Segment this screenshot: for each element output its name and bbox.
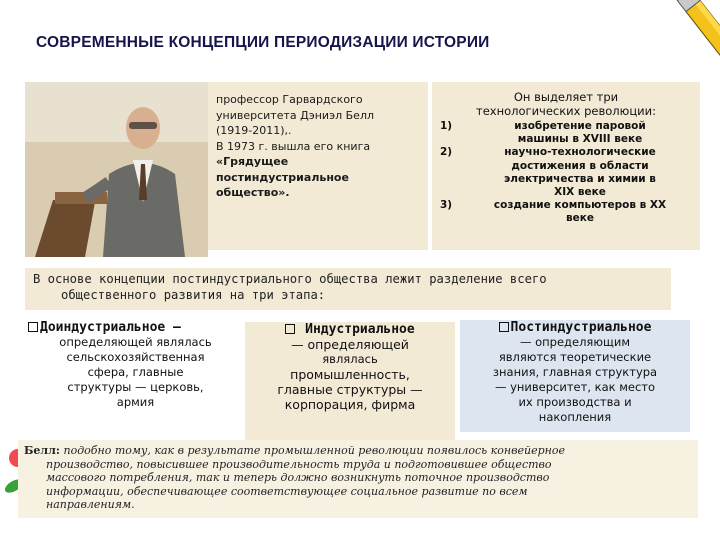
bio-line: (1919-2011),. bbox=[216, 124, 292, 137]
quote-label: Белл: bbox=[24, 444, 60, 457]
checkbox-bullet-icon bbox=[28, 322, 38, 332]
item-line: изобретение паровой bbox=[514, 120, 646, 132]
bio-line: В 1973 г. вышла его книга bbox=[216, 139, 371, 153]
item-line: научно-технологические bbox=[504, 146, 656, 159]
lecturer-illustration bbox=[25, 82, 208, 257]
item-line: создание компьютеров в XX bbox=[493, 199, 667, 212]
quote-line: производство, повысившее производительность труда и подготовившее общество bbox=[46, 457, 552, 471]
checkbox-bullet-icon bbox=[285, 324, 295, 334]
stage-heading bbox=[28, 320, 243, 335]
bio-line: университета Дэниэл Белл bbox=[216, 108, 375, 122]
stage-industrial bbox=[245, 322, 455, 440]
bio-line: «Грядущее bbox=[216, 155, 289, 168]
stage-line: промышленность, bbox=[290, 367, 410, 382]
stage-heading-text: Индустриальное bbox=[305, 322, 415, 337]
bio-text bbox=[208, 82, 428, 201]
bio-card bbox=[208, 82, 428, 250]
stage-line: их производства и bbox=[518, 395, 632, 409]
bell-quote bbox=[18, 440, 698, 518]
concept-basis bbox=[25, 268, 671, 310]
item-number: 1) bbox=[440, 120, 453, 132]
quote-text: подобно тому, как в результате промышленной революции появилось конвейерное bbox=[63, 444, 566, 457]
stage-line: структуры — церковь, bbox=[67, 380, 204, 394]
list-item bbox=[440, 199, 694, 225]
stage-line: накопления bbox=[538, 410, 612, 424]
item-number: 2) bbox=[440, 146, 453, 159]
list-item bbox=[440, 120, 694, 146]
stage-line: сельскохозяйственная bbox=[66, 350, 205, 364]
stage-line: являются теоретические bbox=[498, 350, 652, 364]
stage-heading bbox=[245, 322, 455, 337]
stage-line: корпорация, фирма bbox=[284, 397, 416, 412]
stage-line: — университет, как место bbox=[494, 380, 656, 394]
bio-line: профессор Гарвардского bbox=[216, 93, 363, 106]
stage-heading-text: Постиндустриальное bbox=[510, 320, 652, 335]
stage-preindustrial bbox=[28, 320, 243, 422]
stage-line: главные структуры — bbox=[277, 382, 423, 397]
stage-postindustrial bbox=[460, 320, 690, 432]
bio-line: общество». bbox=[216, 186, 290, 199]
item-text bbox=[466, 199, 694, 225]
item-number: 3) bbox=[440, 199, 453, 212]
quote-line: информации, обеспечивающее соответствующее социальное развитие по всем bbox=[46, 484, 528, 498]
stage-line: — определяющим bbox=[519, 335, 631, 349]
item-line: XIX веке bbox=[554, 186, 606, 199]
item-line: электричества и химии в bbox=[504, 172, 656, 185]
stage-heading bbox=[460, 320, 690, 335]
checkbox-bullet-icon bbox=[499, 322, 509, 332]
basis-line: общественного развития на три этапа: bbox=[61, 288, 326, 302]
portrait-photo bbox=[25, 82, 208, 257]
stage-line: армия bbox=[116, 395, 155, 409]
bio-line: постиндустриальное bbox=[216, 170, 349, 184]
stage-line: являлась bbox=[322, 352, 378, 366]
quote-line bbox=[24, 444, 692, 458]
intro-line: технологических революции: bbox=[476, 104, 656, 118]
stage-line: знания, главная структура bbox=[492, 365, 658, 379]
quote-line: массового потребления, так и теперь должно возникнуть поточное производство bbox=[46, 471, 550, 484]
stage-line: — определяющей bbox=[291, 337, 409, 352]
item-line: веке bbox=[565, 212, 594, 225]
item-line: машины в XVIII веке bbox=[517, 133, 643, 146]
revolutions-intro bbox=[432, 82, 700, 118]
revolutions-card bbox=[432, 82, 700, 250]
item-text bbox=[466, 120, 694, 146]
list-item bbox=[440, 146, 694, 199]
stage-line: сфера, главные bbox=[87, 365, 184, 379]
basis-line: В основе концепции постиндустриального общества лежит разделение всего bbox=[33, 272, 547, 286]
stage-line: определяющей являлась bbox=[59, 335, 212, 349]
revolutions-list bbox=[432, 120, 700, 226]
stage-heading-text: Доиндустриальное — bbox=[40, 320, 181, 335]
page-title: СОВРЕМЕННЫЕ КОНЦЕПЦИИ ПЕРИОДИЗАЦИИ ИСТОРИИ bbox=[36, 34, 490, 51]
intro-line: Он выделяет три bbox=[513, 90, 619, 104]
quote-line: направлениям. bbox=[46, 498, 135, 511]
item-text bbox=[466, 146, 694, 199]
item-line: достижения в области bbox=[511, 159, 649, 172]
